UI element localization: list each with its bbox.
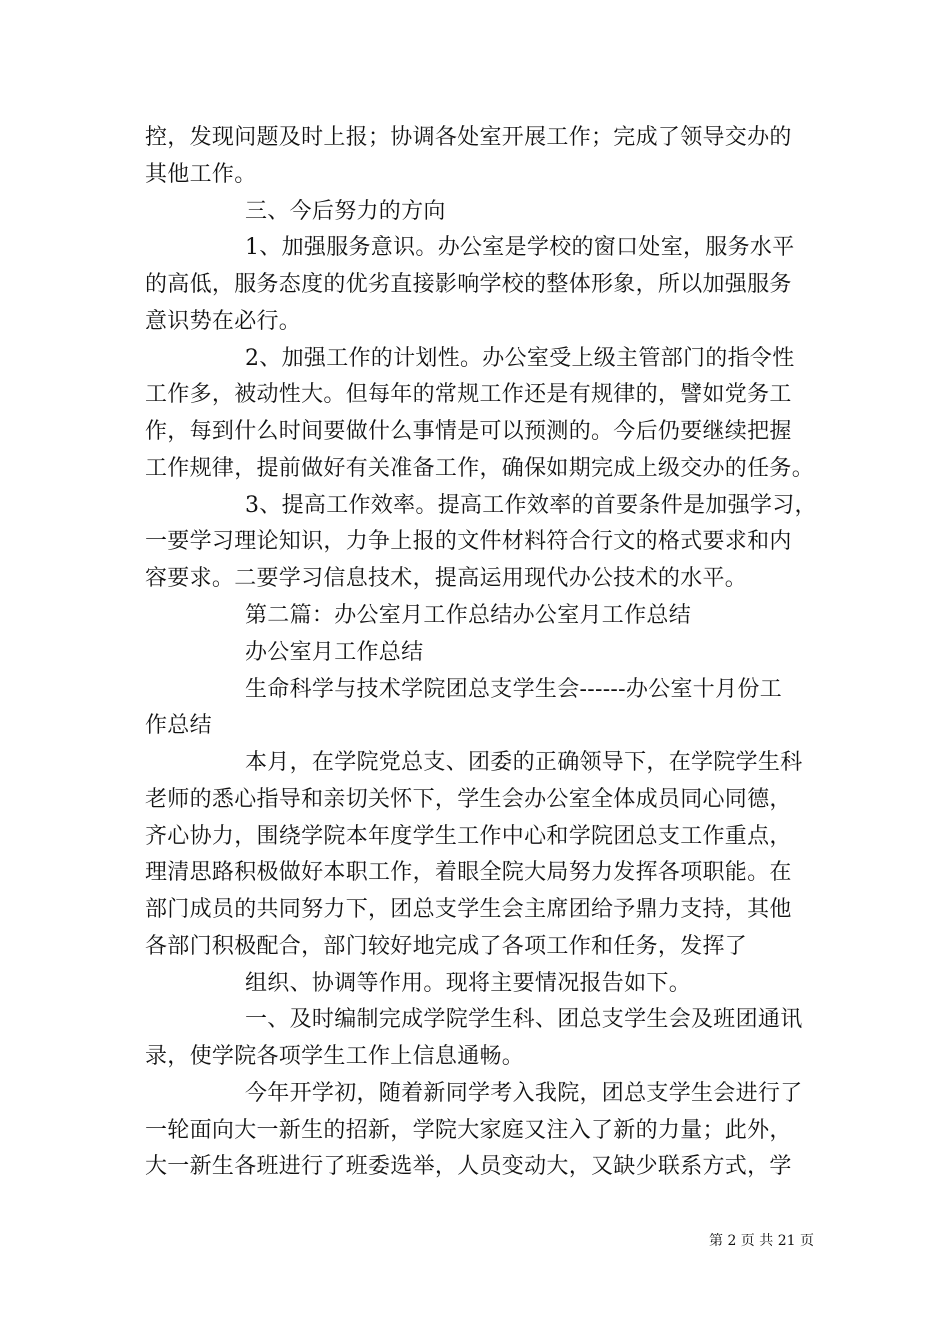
body-line: 意识势在必行。 <box>145 309 302 334</box>
body-line: 作总结 <box>145 713 212 738</box>
body-line: 录，使学院各项学生工作上信息通畅。 <box>145 1044 525 1069</box>
body-line: 各部门积极配合，部门较好地完成了各项工作和任务，发挥了 <box>145 934 748 959</box>
section-heading: 一、及时编制完成学院学生科、团总支学生会及班团通讯 <box>245 1007 803 1032</box>
body-line: 部门成员的共同努力下，团总支学生会主席团给予鼎力支持，其他 <box>145 897 792 922</box>
body-line: 本月，在学院党总支、团委的正确领导下，在学院学生科 <box>245 750 803 775</box>
body-line: 工作规律，提前做好有关准备工作，确保如期完成上级交办的任务。 <box>145 456 815 481</box>
page-number: 第 2 页 共 21 页 <box>709 1233 814 1249</box>
body-line: 大一新生各班进行了班委选举，人员变动大，又缺少联系方式，学 <box>145 1154 792 1179</box>
chapter-heading: 第二篇：办公室月工作总结办公室月工作总结 <box>245 603 692 628</box>
doc-title: 办公室月工作总结 <box>245 640 424 665</box>
body-line: 的高低，服务态度的优劣直接影响学校的整体形象，所以加强服务 <box>145 272 792 297</box>
body-line: 作，每到什么时间要做什么事情是可以预测的。今后仍要继续把握 <box>145 419 792 444</box>
body-line: 一轮面向大一新生的招新，学院大家庭又注入了新的力量；此外， <box>145 1118 792 1143</box>
body-line: 1、加强服务意识。办公室是学校的窗口处室，服务水平 <box>245 235 795 260</box>
body-line: 控，发现问题及时上报；协调各处室开展工作；完成了领导交办的 <box>145 125 792 150</box>
body-line: 2、加强工作的计划性。办公室受上级主管部门的指令性 <box>245 346 795 371</box>
section-heading: 三、今后努力的方向 <box>245 199 446 224</box>
body-line: 容要求。二要学习信息技术，提高运用现代办公技术的水平。 <box>145 566 748 591</box>
body-line: 3、提高工作效率。提高工作效率的首要条件是加强学习， <box>245 493 817 518</box>
body-line: 生命科学与技术学院团总支学生会------办公室十月份工 <box>245 677 783 702</box>
body-line: 一要学习理论知识，力争上报的文件材料符合行文的格式要求和内 <box>145 529 792 554</box>
body-line: 齐心协力，围绕学院本年度学生工作中心和学院团总支工作重点， <box>145 824 792 849</box>
body-line: 老师的悉心指导和亲切关怀下，学生会办公室全体成员同心同德， <box>145 787 792 812</box>
body-line: 工作多，被动性大。但每年的常规工作还是有规律的，譬如党务工 <box>145 382 792 407</box>
body-line: 今年开学初，随着新同学考入我院，团总支学生会进行了 <box>245 1081 803 1106</box>
body-line: 其他工作。 <box>145 162 257 187</box>
body-line: 理清思路积极做好本职工作，着眼全院大局努力发挥各项职能。在 <box>145 860 792 885</box>
body-line: 组织、协调等作用。现将主要情况报告如下。 <box>245 971 692 996</box>
